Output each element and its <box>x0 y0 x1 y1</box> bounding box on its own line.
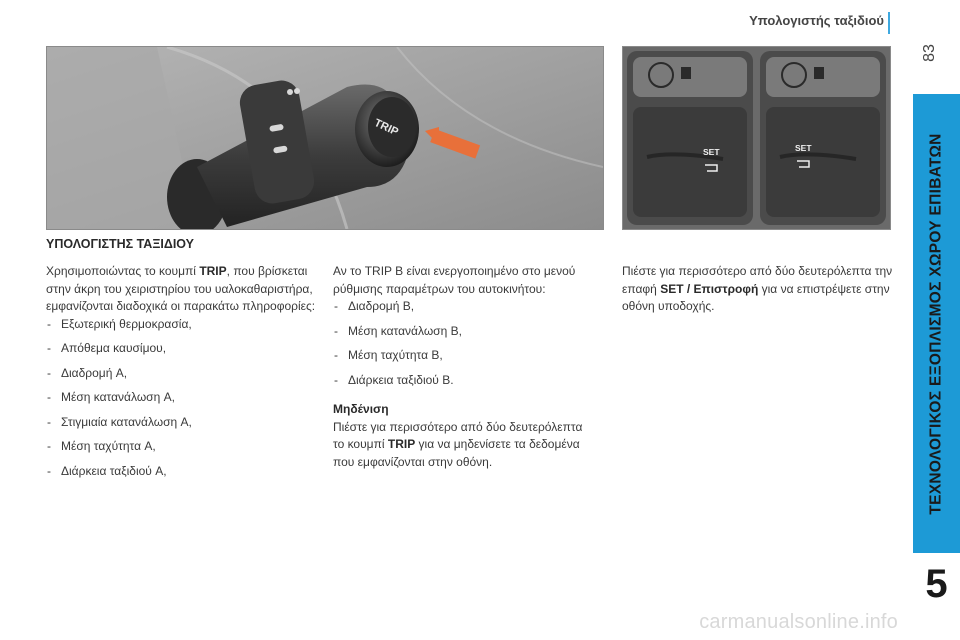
set-button-illustration <box>622 46 891 230</box>
list-item: - Στιγμιαία κατανάλωση A, <box>46 414 318 432</box>
return-paragraph <box>622 263 894 316</box>
intro-text-b: , που βρίσκεται στην άκρη του χειριστηρίου του υαλοκαθαριστήρα, εμφανίζονται διαδοχικά οι παρακάτω πληροφορίες: <box>46 264 316 313</box>
return-set-bold: SET / Επιστροφή <box>660 281 759 296</box>
list-item: - Διαδρομή A, <box>46 365 318 383</box>
watermark: carmanualsonline.info <box>699 611 898 633</box>
chapter-number: 5 <box>925 562 948 606</box>
reset-subtitle: Μηδένιση <box>333 402 389 416</box>
header-divider <box>888 12 890 34</box>
reset-trip-bold: TRIP <box>387 437 416 451</box>
list-item: - Διάρκεια ταξιδιού B. <box>333 372 595 390</box>
trip-b-paragraph: Αν το TRIP B είναι ενεργοποιημένο στο μενού ρύθμισης παραμέτρων του αυτοκινήτου: <box>333 264 576 296</box>
column-trip-b <box>333 263 595 471</box>
set-label-right: SET <box>795 143 812 153</box>
list-item: - Διάρκεια ταξιδιού A, <box>46 463 318 481</box>
list-item: - Μέση ταχύτητα B, <box>333 347 595 365</box>
page-number: 83 <box>921 44 938 62</box>
list-item: - Εξωτερική θερμοκρασία, <box>46 316 318 334</box>
trip-button-illustration <box>46 46 604 230</box>
list-item: - Μέση κατανάλωση A, <box>46 389 318 407</box>
info-list-b <box>333 298 595 389</box>
intro-trip-bold: TRIP <box>199 264 227 278</box>
reset-text-a: Πιέστε για περισσότερο από δύο δευτερόλεπτα το κουμπί <box>333 419 583 451</box>
column-intro <box>46 263 318 480</box>
list-item: - Απόθεμα καυσίμου, <box>46 340 318 358</box>
chapter-side-tab-label-wrap <box>913 94 960 553</box>
intro-paragraph <box>46 263 318 316</box>
list-item: - Μέση ταχύτητα A, <box>46 438 318 456</box>
chapter-title: ΤΕΧΝΟΛΟΓΙΚΟΣ ΕΞΟΠΛΙΣΜΟΣ ΧΩΡΟΥ ΕΠΙΒΑΤΩΝ <box>927 132 945 515</box>
reset-paragraph <box>333 419 595 472</box>
section-title: ΥΠΟΛΟΓΙΣΤΗΣ ΤΑΞΙΔΙΟΥ <box>46 237 195 251</box>
set-button-drawing <box>623 47 890 229</box>
return-text-a: Πιέστε για περισσότερο από δύο δευτερόλεπτα την επαφή <box>622 264 893 296</box>
column-return <box>622 263 894 316</box>
return-text-b: για να επιστρέψετε στην οθόνη υποδοχής. <box>622 281 890 313</box>
header-title: Υπολογιστής ταξιδιού <box>749 13 884 28</box>
set-label-left: SET <box>703 147 720 157</box>
trip-button-label: TRIP <box>372 116 401 139</box>
list-item: - Μέση κατανάλωση B, <box>333 323 595 341</box>
stalk-drawing <box>47 47 603 229</box>
info-list-a <box>46 316 318 481</box>
list-item: - Διαδρομή B, <box>333 298 595 316</box>
reset-text-b: για να μηδενίσετε τα δεδομένα που εμφανίζονται στην οθόνη. <box>333 437 580 469</box>
intro-text-a: Χρησιμοποιώντας το κουμπί <box>46 264 200 278</box>
